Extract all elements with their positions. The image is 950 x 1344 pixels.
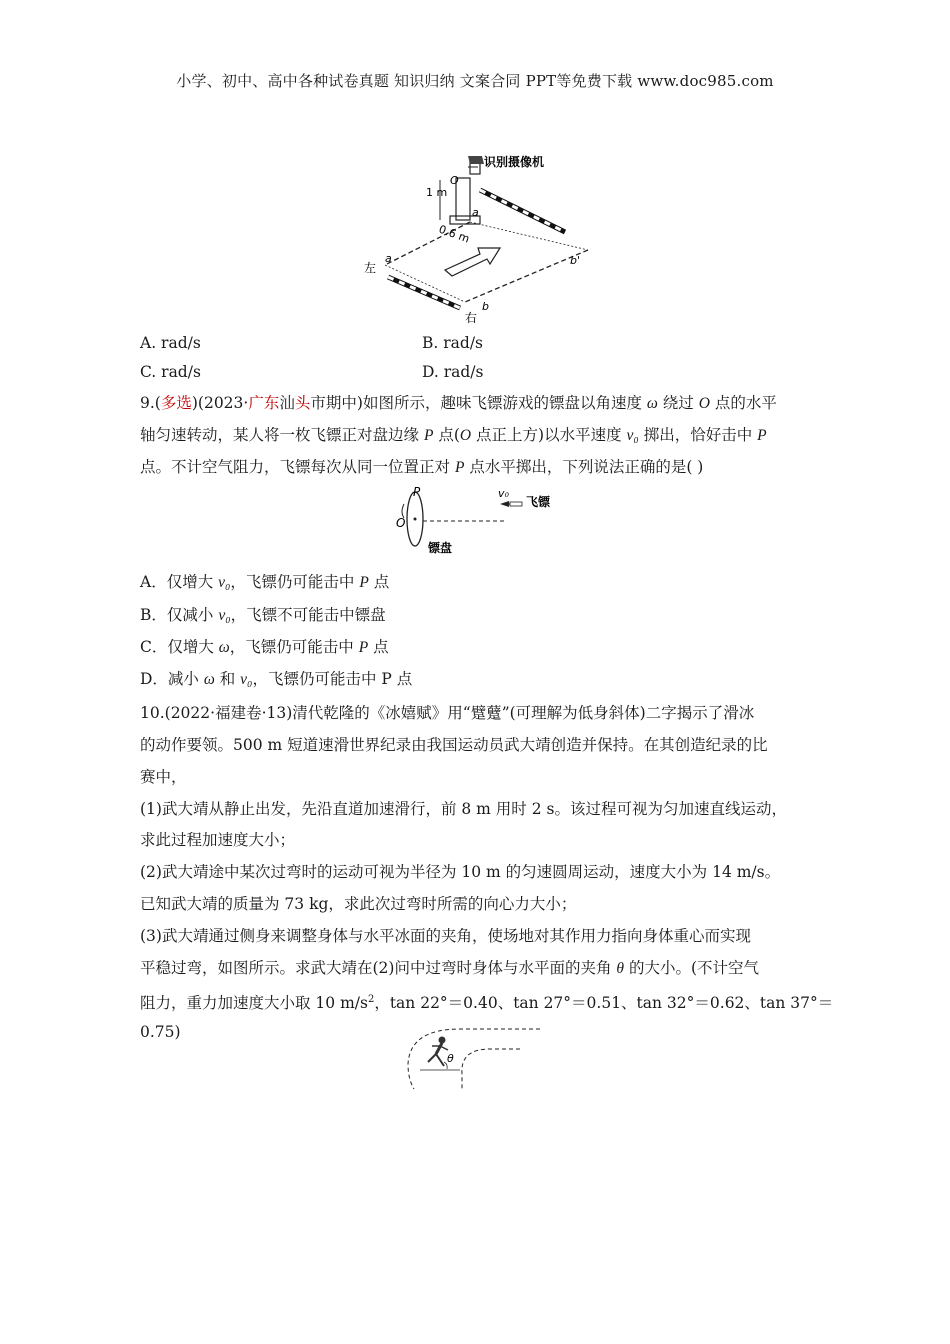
dart-label: 飞镖 <box>526 495 551 509</box>
p-label: P <box>413 485 421 499</box>
b-bottom-label: b <box>482 300 489 313</box>
q8-option-a: A. rad/s <box>140 334 201 352</box>
q9-option-c: C．仅增大 ω，飞镖仍可能击中 P 点 <box>140 638 389 656</box>
b-right-label: b' <box>570 254 581 267</box>
height-label: 1 m <box>426 186 448 199</box>
q9-line-1: 9.(多选)(2023·广东汕头市期中)如图所示，趣味飞镖游戏的镖盘以角速度 ω 绕过 O 点的水平 <box>140 394 777 412</box>
q10-line-2: 的动作要领。500 m 短道速滑世界纪录由我国运动员武大靖创造并保持。在其创造纪录的比 <box>140 736 768 754</box>
dartboard-figure <box>390 484 560 559</box>
camera-gate-figure <box>360 150 600 325</box>
q10-line-8: (3)武大靖通过侧身来调整身体与水平冰面的夹角，使场地对其作用力指向身体重心而实现 <box>140 927 751 945</box>
q8-option-c: C. rad/s <box>140 363 201 381</box>
q10-line-6: (2)武大靖途中某次过弯时的运动可视为半径为 10 m 的匀速圆周运动，速度大小为 14 m/s。 <box>140 863 781 881</box>
q9-line-3: 点。不计空气阻力，飞镖每次从同一位置正对 P 点水平掷出，下列说法正确的是( ) <box>140 458 704 476</box>
q8-option-d: D. rad/s <box>422 363 484 381</box>
a-left-label: a <box>385 252 392 265</box>
q10-line-1: 10.(2022·福建卷·13)清代乾隆的《冰嬉赋》用“躄躠”(可理解为低身斜体)二字揭示了滑冰 <box>140 704 755 722</box>
o-label: O <box>396 516 406 530</box>
q10-line-3: 赛中， <box>140 768 187 786</box>
page-header: 小学、初中、高中各种试卷真题 知识归纳 文案合同 PPT等免费下载 www.doc985.com <box>176 72 774 90</box>
q10-line-4: (1)武大靖从静止出发，先沿直道加速滑行，前 8 m 用时 2 s。该过程可视为匀加速直线运动， <box>140 800 787 818</box>
q10-line-10: 阻力，重力加速度大小取 10 $m/s^2$，tan 22°＝0.40、tan 27°＝0.51、tan 32°＝0.62、tan 37°＝ <box>140 994 834 1013</box>
q9-option-d: D．减小 ω 和 v₀，飞镖仍可能击中 P 点 <box>140 670 413 688</box>
theta-label: θ <box>447 1052 454 1065</box>
distance-label: 0.6 m <box>436 222 472 246</box>
q9-option-b: B．仅减小 v₀，飞镖不可能击中镖盘 <box>140 606 386 624</box>
q10-line-9: 平稳过弯，如图所示。求武大靖在(2)问中过弯时身体与水平面的夹角 θ 的大小。(不计空气 <box>140 959 759 977</box>
q8-option-b: B. rad/s <box>422 334 483 352</box>
q9-line-2: 轴匀速转动，某人将一枚飞镖正对盘边缘 P 点(O 点正上方)以水平速度 v₀ 掷出，恰好击中 P <box>140 426 767 444</box>
q10-line-11: 0.75) <box>140 1023 181 1041</box>
left-label: 左 <box>364 261 377 275</box>
q10-line-7: 已知武大靖的质量为 73 kg，求此次过弯时所需的向心力大小； <box>140 895 577 913</box>
a-top-label: a <box>472 206 479 219</box>
right-label: 右 <box>465 311 478 325</box>
o-point-label: O <box>450 174 459 187</box>
camera-label: 识别摄像机 <box>484 155 545 169</box>
v0-label: v₀ <box>498 487 509 500</box>
board-label: 镖盘 <box>428 541 453 555</box>
skater-curve-figure <box>400 1024 550 1094</box>
q10-line-5: 求此过程加速度大小； <box>140 831 296 849</box>
q9-option-a: A．仅增大 v₀，飞镖仍可能击中 P 点 <box>140 573 390 591</box>
